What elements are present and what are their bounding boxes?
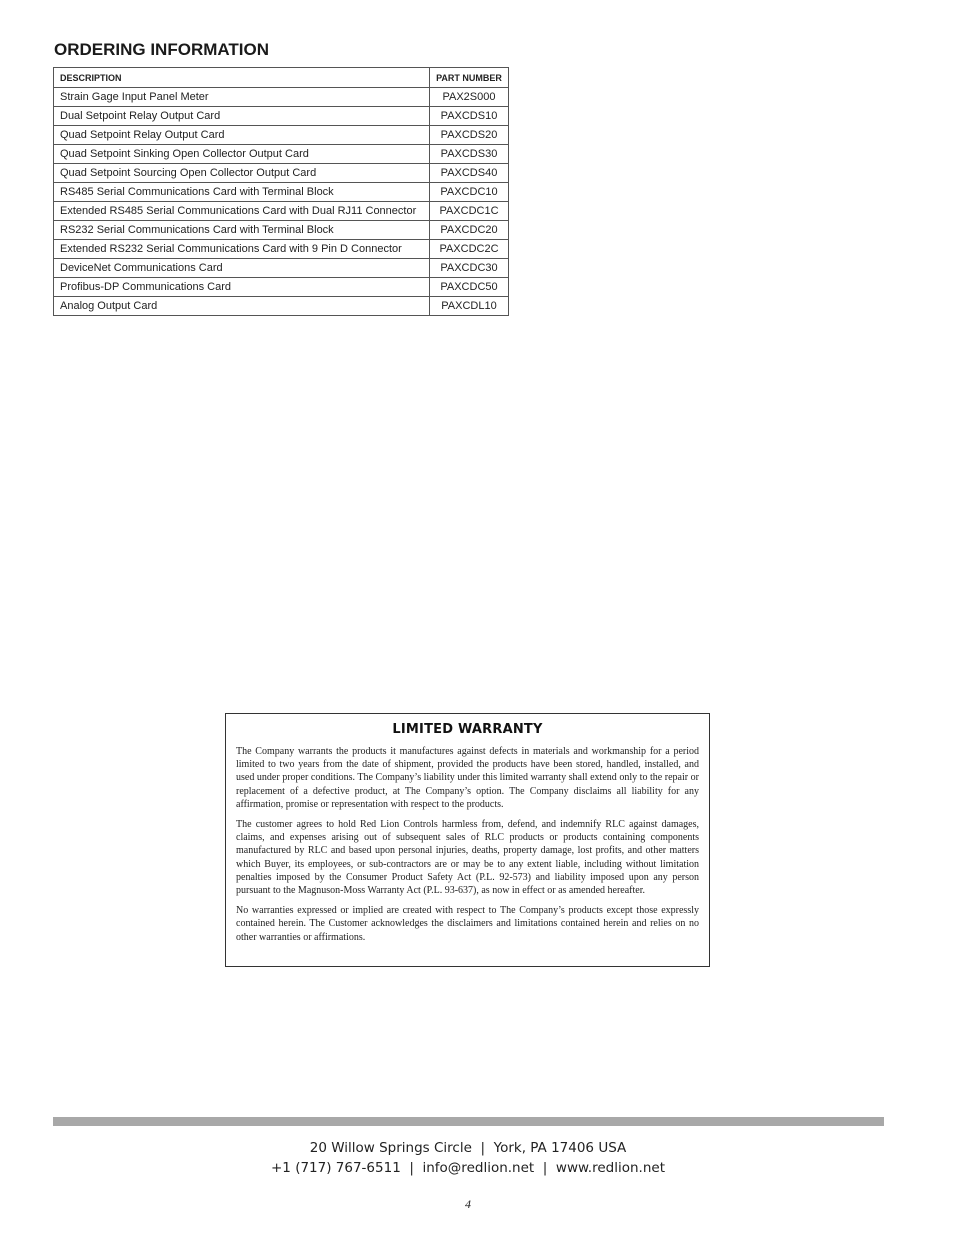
- footer-divider-bar: [53, 1117, 884, 1126]
- table-row: [54, 88, 509, 107]
- row-description: RS485 Serial Communications Card with Terminal Block: [54, 183, 430, 202]
- row-part-number: PAXCDC30: [430, 259, 509, 278]
- footer-contact: +1 (717) 767-6511 | info@redlion.net | www.redlion.net: [271, 1160, 665, 1176]
- row-description: DeviceNet Communications Card: [54, 259, 430, 278]
- ordering-information-title: ORDERING INFORMATION: [54, 40, 270, 59]
- table-row: [54, 278, 509, 297]
- footer-address: 20 Willow Springs Circle | York, PA 17406 USA: [309, 1140, 627, 1156]
- row-description: Extended RS232 Serial Communications Card with 9 Pin D Connector: [54, 240, 430, 259]
- row-part-number: PAXCDC1C: [430, 202, 509, 221]
- table-row: [54, 107, 509, 126]
- row-part-number: PAXCDS30: [430, 145, 509, 164]
- table-row: [54, 202, 509, 221]
- row-description: Quad Setpoint Sourcing Open Collector Output Card: [54, 164, 430, 183]
- warranty-paragraph: The Company warrants the products it manufactures against defects in materials and workmanship for a period limited to two years from the date of shipment, provided the products have been stored, handled, installed, and used under proper conditions. The Company’s liability under this limited warranty shall extend only to the repair or replacement of a defective product, at The Company’s option. The Company disclaims all liability for any affirmation, promise or representation with respect to the products.: [236, 746, 699, 810]
- table-row: [54, 183, 509, 202]
- row-part-number: PAXCDC20: [430, 221, 509, 240]
- table-row: [54, 240, 509, 259]
- row-description: Analog Output Card: [54, 297, 430, 316]
- table-row: [54, 126, 509, 145]
- row-part-number: PAXCDC50: [430, 278, 509, 297]
- part-number-column-header: PART NUMBER: [430, 68, 509, 88]
- row-part-number: PAXCDC2C: [430, 240, 509, 259]
- row-description: Dual Setpoint Relay Output Card: [54, 107, 430, 126]
- row-part-number: PAXCDC10: [430, 183, 509, 202]
- row-description: Extended RS485 Serial Communications Card with Dual RJ11 Connector: [54, 202, 430, 221]
- description-column-header: DESCRIPTION: [54, 68, 430, 88]
- table-row: [54, 164, 509, 183]
- row-description: Profibus-DP Communications Card: [54, 278, 430, 297]
- warranty-title: LIMITED WARRANTY: [392, 722, 543, 737]
- row-part-number: PAXCDS20: [430, 126, 509, 145]
- table-row: [54, 259, 509, 278]
- page-number: 4: [465, 1197, 471, 1211]
- row-part-number: PAX2S000: [430, 88, 509, 107]
- warranty-paragraph: No warranties expressed or implied are created with respect to The Company’s products except those expressly contained herein. The Customer acknowledges the disclaimers and limitations contained herein and relies on no other warranties or affirmations.: [236, 905, 699, 943]
- ordering-table: [53, 67, 509, 316]
- limited-warranty-box: [225, 713, 710, 967]
- table-row: [54, 145, 509, 164]
- table-header-row: [54, 68, 509, 88]
- table-row: [54, 221, 509, 240]
- warranty-paragraph: The customer agrees to hold Red Lion Controls harmless from, defend, and indemnify RLC against damages, claims, and expenses arising out of subsequent sales of RLC products or products containing components manufactured by RLC and based upon personal injuries, deaths, property damage, lost profits, and other matters which Buyer, its employees, or sub-contractors are or may be to any extent liable, including without limitation penalties imposed by the Consumer Product Safety Act (P.L. 92-573) and liability imposed upon any person pursuant to the Magnuson-Moss Warranty Act (P.L. 93-637), as now in effect or as amended hereafter.: [236, 819, 699, 897]
- row-description: Quad Setpoint Relay Output Card: [54, 126, 430, 145]
- row-part-number: PAXCDS10: [430, 107, 509, 126]
- row-description: Quad Setpoint Sinking Open Collector Output Card: [54, 145, 430, 164]
- row-description: Strain Gage Input Panel Meter: [54, 88, 430, 107]
- table-row: [54, 297, 509, 316]
- row-part-number: PAXCDL10: [430, 297, 509, 316]
- row-description: RS232 Serial Communications Card with Terminal Block: [54, 221, 430, 240]
- row-part-number: PAXCDS40: [430, 164, 509, 183]
